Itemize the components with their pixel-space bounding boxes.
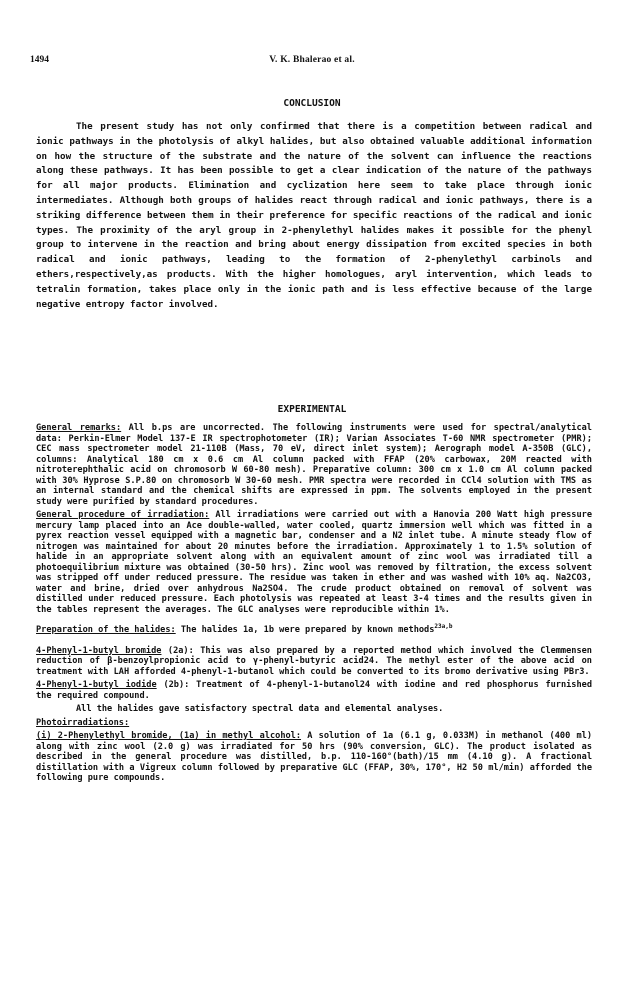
conclusion-text: The present study has not only confirmed that there is a competition between radical and ionic pathways in the photolysis of alkyl halides, but also obtained valuable additional information on how the structure of the substrate and the nature of the solvent can influence the reactions along these pathways. It has been possible to get a clear indication of the nature of the pathways for all major products. Elimination and cyclization here seem to take place through ionic intermediates. Although both groups of halides react through radical and ionic pathways, there is a striking difference between them in their preference for specific reactions of the radical and ionic types. The proximity of the aryl group in 2-phenylethyl halides makes it possible for the phenyl group to intervene in the reaction and bring about energy dissipation from excited species in both radical and ionic pathways, leading to the formation of 2-phenylethyl carbinols and ethers,respectively,as products. With the higher homologues, aryl intervention, which leads to tetralin formation, takes place only in the ionic path and is less effective because of the large negative entropy factor involved. bbox=[36, 121, 592, 310]
spectral-note bbox=[36, 704, 592, 715]
bromide-heading: 4-Phenyl-1-butyl bromide bbox=[36, 645, 162, 656]
halides-paragraph bbox=[36, 625, 592, 636]
iodide-text: (2b): Treatment of 4-phenyl-1-butanol24 with iodine and red phosphorus furnished the required compound. bbox=[36, 680, 593, 701]
experimental-heading: EXPERIMENTAL bbox=[277, 404, 347, 415]
photoirradiation-item-text: A solution of 1a (6.1 g, 0.033M) in methanol (400 ml) along with zinc wool (2.0 g) was irradiated for 50 hrs (90% conversion, GLC). The product isolated as described in the general procedure was distilled, b.p. 110-160°(bath)/15 mm (4.10 g). A fractional distillation with a Vigreux column followed by preparative GLC (FFAP, 30%, 170°, H2 50 ml/min) afforded the following pure compounds. bbox=[36, 731, 592, 783]
photoirradiations-heading: Photoirradiations: bbox=[36, 717, 130, 728]
halides-text: The halides 1a, 1b were prepared by known methods bbox=[175, 625, 435, 635]
halides-reference: 23a,b bbox=[434, 623, 453, 631]
photoirradiations-heading-row bbox=[36, 718, 592, 729]
general-remarks-heading: General remarks: bbox=[36, 423, 122, 433]
conclusion-heading: CONCLUSION bbox=[283, 98, 341, 109]
running-header bbox=[0, 55, 624, 71]
irradiation-paragraph bbox=[36, 510, 592, 615]
irradiation-heading: General procedure of irradiation: bbox=[36, 510, 210, 520]
conclusion-paragraph bbox=[36, 120, 592, 312]
halides-heading: Preparation of the halides: bbox=[36, 625, 176, 635]
photoirradiation-item bbox=[36, 731, 592, 784]
running-author: V. K. Bhalerao et al. bbox=[269, 55, 355, 65]
iodide-paragraph bbox=[36, 680, 592, 701]
spectral-line: All the halides gave satisfactory spectral data and elemental analyses. bbox=[76, 704, 444, 714]
general-remarks-text: All b.ps are uncorrected. The following instruments were used for spectral/analytical data: Perkin-Elmer Model 137-E IR spectrophotometer (IR); Varian Associates T-60 NMR spectrometer (PMR); CEC mass spectrometer model 21-110B (Mass, 70 eV, direct inlet system); Aerograph model A-350B (GLC), columns: Analytical 180 cm x 0.6 cm Al column packed with FFAP (20% carbowax, 20M reacted with nitroterephthalic acid on chromosorb W 60-80 mesh). Preparative column: 300 cm x 1.0 cm Al column packed with 30% Hyprose S.P.80 on chromosorb W 30-60 mesh. PMR spectra were recorded in CCl4 solution with TMS as an internal standard and the chemical shifts are expressed in ppm. The solvents employed in the present study were purified by standard procedures. bbox=[36, 423, 592, 507]
photoirradiation-item-heading: (i) 2-Phenylethyl bromide, (1a) in methyl alcohol: bbox=[36, 731, 302, 741]
bromide-text: (2a): This was also prepared by a reported method which involved the Clemmensen reduction of β-benzoylpropionic acid to γ-phenyl-butyric acid24. The methyl ester of the above acid on treatment with LAH afforded 4-phenyl-1-butanol which could be converted to its bromo derivative using PBr3. bbox=[36, 645, 592, 677]
iodide-heading: 4-Phenyl-1-butyl iodide bbox=[36, 680, 157, 690]
general-remarks-paragraph bbox=[36, 423, 592, 507]
experimental-body bbox=[36, 423, 592, 784]
page-number: 1494 bbox=[30, 55, 49, 65]
bromide-paragraph bbox=[36, 646, 592, 678]
irradiation-text: All irradiations were carried out with a Hanovia 200 Watt high pressure mercury lamp placed into an Ace double-walled, water cooled, quartz immersion well which was fitted in a pyrex reaction vessel equipped with a magnetic bar, condenser and a N2 inlet tube. A minute steady flow of nitrogen was maintained for about 20 minutes before the irradiation. Approximately 1 to 1.5% solution of halide in an appropriate solvent along with an equivalent amount of zinc wool was irradiated till a photoequilibrium mixture was obtained (30-50 hrs). Zinc wool was removed by filtration, the excess solvent was stripped off under reduced pressure. The residue was taken in ether and was washed with 10% aq. Na2CO3, water and brine, dried over anhydrous Na2SO4. The crude product obtained on removal of solvent was distilled under reduced pressure. Each photolysis was repeated at least 3-4 times and the results given in the tables represent the averages. The GLC analyses were reproducible within 1%. bbox=[36, 510, 592, 615]
